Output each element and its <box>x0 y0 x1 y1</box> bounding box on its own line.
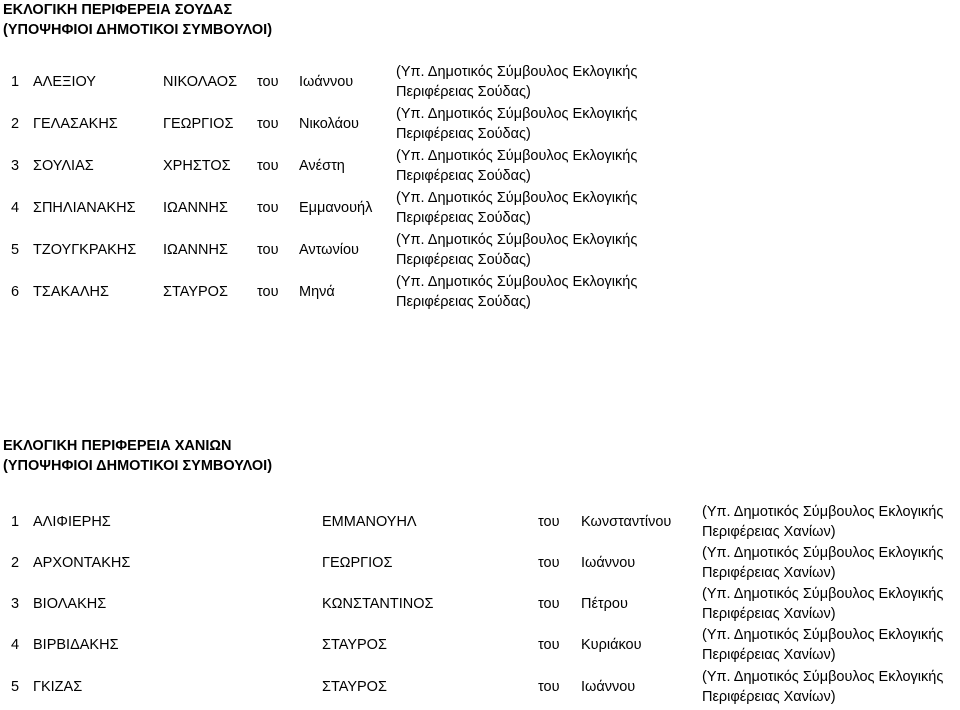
candidate-number: 2 <box>11 116 20 132</box>
candidate-tou: του <box>257 74 279 90</box>
candidate-firstname: ΓΕΩΡΓΙΟΣ <box>163 116 234 132</box>
table-row <box>0 104 960 145</box>
section-subtitle-souda: (ΥΠΟΨΗΦΙΟΙ ΔΗΜΟΤΙΚΟΙ ΣΥΜΒΟΥΛΟΙ) <box>3 22 273 38</box>
candidate-number: 3 <box>11 158 20 174</box>
candidate-firstname: ΧΡΗΣΤΟΣ <box>163 158 231 174</box>
candidate-surname: ΑΛΙΦΙΕΡΗΣ <box>33 514 111 530</box>
table-row <box>0 543 960 584</box>
section-title-souda: ΕΚΛΟΓΙΚΗ ΠΕΡΙΦΕΡΕΙΑ ΣΟΥΔΑΣ <box>3 2 233 18</box>
candidate-number: 6 <box>11 284 20 300</box>
candidate-patronymic: Νικολάου <box>299 116 359 132</box>
candidate-tou: του <box>257 158 279 174</box>
note-line-1: (Υπ. Δημοτικός Σύμβουλος Εκλογικής <box>702 504 944 520</box>
candidate-patronymic: Εμμανουήλ <box>299 200 373 216</box>
table-row <box>0 584 960 625</box>
note-line-1: (Υπ. Δημοτικός Σύμβουλος Εκλογικής <box>702 586 944 602</box>
candidate-patronymic: Ανέστη <box>299 158 345 174</box>
candidate-patronymic: Ιωάννου <box>299 74 354 90</box>
candidate-number: 3 <box>11 596 20 612</box>
candidate-patronymic: Μηνά <box>299 284 335 300</box>
candidate-firstname: ΓΕΩΡΓΙΟΣ <box>322 555 393 571</box>
candidate-firstname: ΙΩΑΝΝΗΣ <box>163 200 228 216</box>
section-title-chania: ΕΚΛΟΓΙΚΗ ΠΕΡΙΦΕΡΕΙΑ ΧΑΝΙΩΝ <box>3 438 232 454</box>
candidate-number: 1 <box>11 514 20 530</box>
candidate-surname: ΑΛΕΞΙΟΥ <box>33 74 96 90</box>
candidate-number: 4 <box>11 637 20 653</box>
candidate-note <box>702 543 943 583</box>
section-subtitle-chania: (ΥΠΟΨΗΦΙΟΙ ΔΗΜΟΤΙΚΟΙ ΣΥΜΒΟΥΛΟΙ) <box>3 458 273 474</box>
candidate-note <box>396 230 637 270</box>
note-line-1: (Υπ. Δημοτικός Σύμβουλος Εκλογικής <box>702 627 944 643</box>
note-line-1: (Υπ. Δημοτικός Σύμβουλος Εκλογικής <box>396 148 638 164</box>
candidate-tou: του <box>538 596 560 612</box>
note-line-2: Περιφέρειας Σούδας) <box>396 252 531 268</box>
candidate-patronymic: Κωνσταντίνου <box>581 514 672 530</box>
table-row <box>0 625 960 666</box>
note-line-2: Περιφέρειας Χανίων) <box>702 565 836 581</box>
candidate-number: 1 <box>11 74 20 90</box>
candidate-surname: ΣΟΥΛΙΑΣ <box>33 158 94 174</box>
note-line-1: (Υπ. Δημοτικός Σύμβουλος Εκλογικής <box>396 274 638 290</box>
note-line-1: (Υπ. Δημοτικός Σύμβουλος Εκλογικής <box>396 232 638 248</box>
note-line-2: Περιφέρειας Χανίων) <box>702 647 836 663</box>
candidate-firstname: ΣΤΑΥΡΟΣ <box>322 637 387 653</box>
candidate-note <box>396 146 637 186</box>
table-row <box>0 188 960 229</box>
table-row <box>0 62 960 103</box>
candidate-tou: του <box>538 679 560 695</box>
candidate-surname: ΤΣΑΚΑΛΗΣ <box>33 284 109 300</box>
candidate-firstname: ΝΙΚΟΛΑΟΣ <box>163 74 238 90</box>
candidate-surname: ΤΖΟΥΓΚΡΑΚΗΣ <box>33 242 137 258</box>
candidate-note <box>396 62 637 102</box>
candidate-firstname: ΣΤΑΥΡΟΣ <box>322 679 387 695</box>
candidate-note <box>396 272 637 312</box>
candidate-tou: του <box>257 116 279 132</box>
candidate-note <box>702 667 943 707</box>
table-row <box>0 230 960 271</box>
note-line-1: (Υπ. Δημοτικός Σύμβουλος Εκλογικής <box>396 190 638 206</box>
candidate-tou: του <box>538 514 560 530</box>
note-line-1: (Υπ. Δημοτικός Σύμβουλος Εκλογικής <box>396 64 638 80</box>
note-line-2: Περιφέρειας Σούδας) <box>396 294 531 310</box>
candidate-firstname: ΚΩΝΣΤΑΝΤΙΝΟΣ <box>322 596 434 612</box>
candidate-surname: ΣΠΗΛΙΑΝΑΚΗΣ <box>33 200 136 216</box>
candidate-tou: του <box>538 637 560 653</box>
candidate-note <box>702 502 943 542</box>
note-line-1: (Υπ. Δημοτικός Σύμβουλος Εκλογικής <box>396 106 638 122</box>
candidate-tou: του <box>257 284 279 300</box>
candidate-number: 5 <box>11 679 20 695</box>
note-line-2: Περιφέρειας Χανίων) <box>702 524 836 540</box>
note-line-2: Περιφέρειας Χανίων) <box>702 606 836 622</box>
note-line-2: Περιφέρειας Σούδας) <box>396 84 531 100</box>
table-row <box>0 146 960 187</box>
candidate-tou: του <box>257 200 279 216</box>
candidate-patronymic: Πέτρου <box>581 596 628 612</box>
candidate-number: 5 <box>11 242 20 258</box>
candidate-surname: ΒΙΡΒΙΔΑΚΗΣ <box>33 637 119 653</box>
note-line-2: Περιφέρειας Σούδας) <box>396 168 531 184</box>
candidate-firstname: ΕΜΜΑΝΟΥΗΛ <box>322 514 417 530</box>
table-row <box>0 502 960 543</box>
table-row <box>0 272 960 313</box>
candidate-firstname: ΣΤΑΥΡΟΣ <box>163 284 228 300</box>
note-line-2: Περιφέρειας Σούδας) <box>396 210 531 226</box>
candidate-note <box>396 104 637 144</box>
candidate-surname: ΒΙΟΛΑΚΗΣ <box>33 596 107 612</box>
candidate-tou: του <box>538 555 560 571</box>
candidate-note <box>396 188 637 228</box>
candidate-surname: ΓΚΙΖΑΣ <box>33 679 83 695</box>
note-line-1: (Υπ. Δημοτικός Σύμβουλος Εκλογικής <box>702 545 944 561</box>
note-line-2: Περιφέρειας Σούδας) <box>396 126 531 142</box>
candidate-note <box>702 584 943 624</box>
candidate-number: 2 <box>11 555 20 571</box>
table-row <box>0 667 960 708</box>
candidate-note <box>702 625 943 665</box>
candidate-number: 4 <box>11 200 20 216</box>
candidate-surname: ΑΡΧΟΝΤΑΚΗΣ <box>33 555 131 571</box>
candidate-tou: του <box>257 242 279 258</box>
candidate-patronymic: Κυριάκου <box>581 637 642 653</box>
candidate-firstname: ΙΩΑΝΝΗΣ <box>163 242 228 258</box>
candidate-patronymic: Αντωνίου <box>299 242 359 258</box>
note-line-1: (Υπ. Δημοτικός Σύμβουλος Εκλογικής <box>702 669 944 685</box>
candidate-surname: ΓΕΛΑΣΑΚΗΣ <box>33 116 118 132</box>
candidate-patronymic: Ιωάννου <box>581 679 636 695</box>
note-line-2: Περιφέρειας Χανίων) <box>702 689 836 705</box>
candidate-patronymic: Ιωάννου <box>581 555 636 571</box>
